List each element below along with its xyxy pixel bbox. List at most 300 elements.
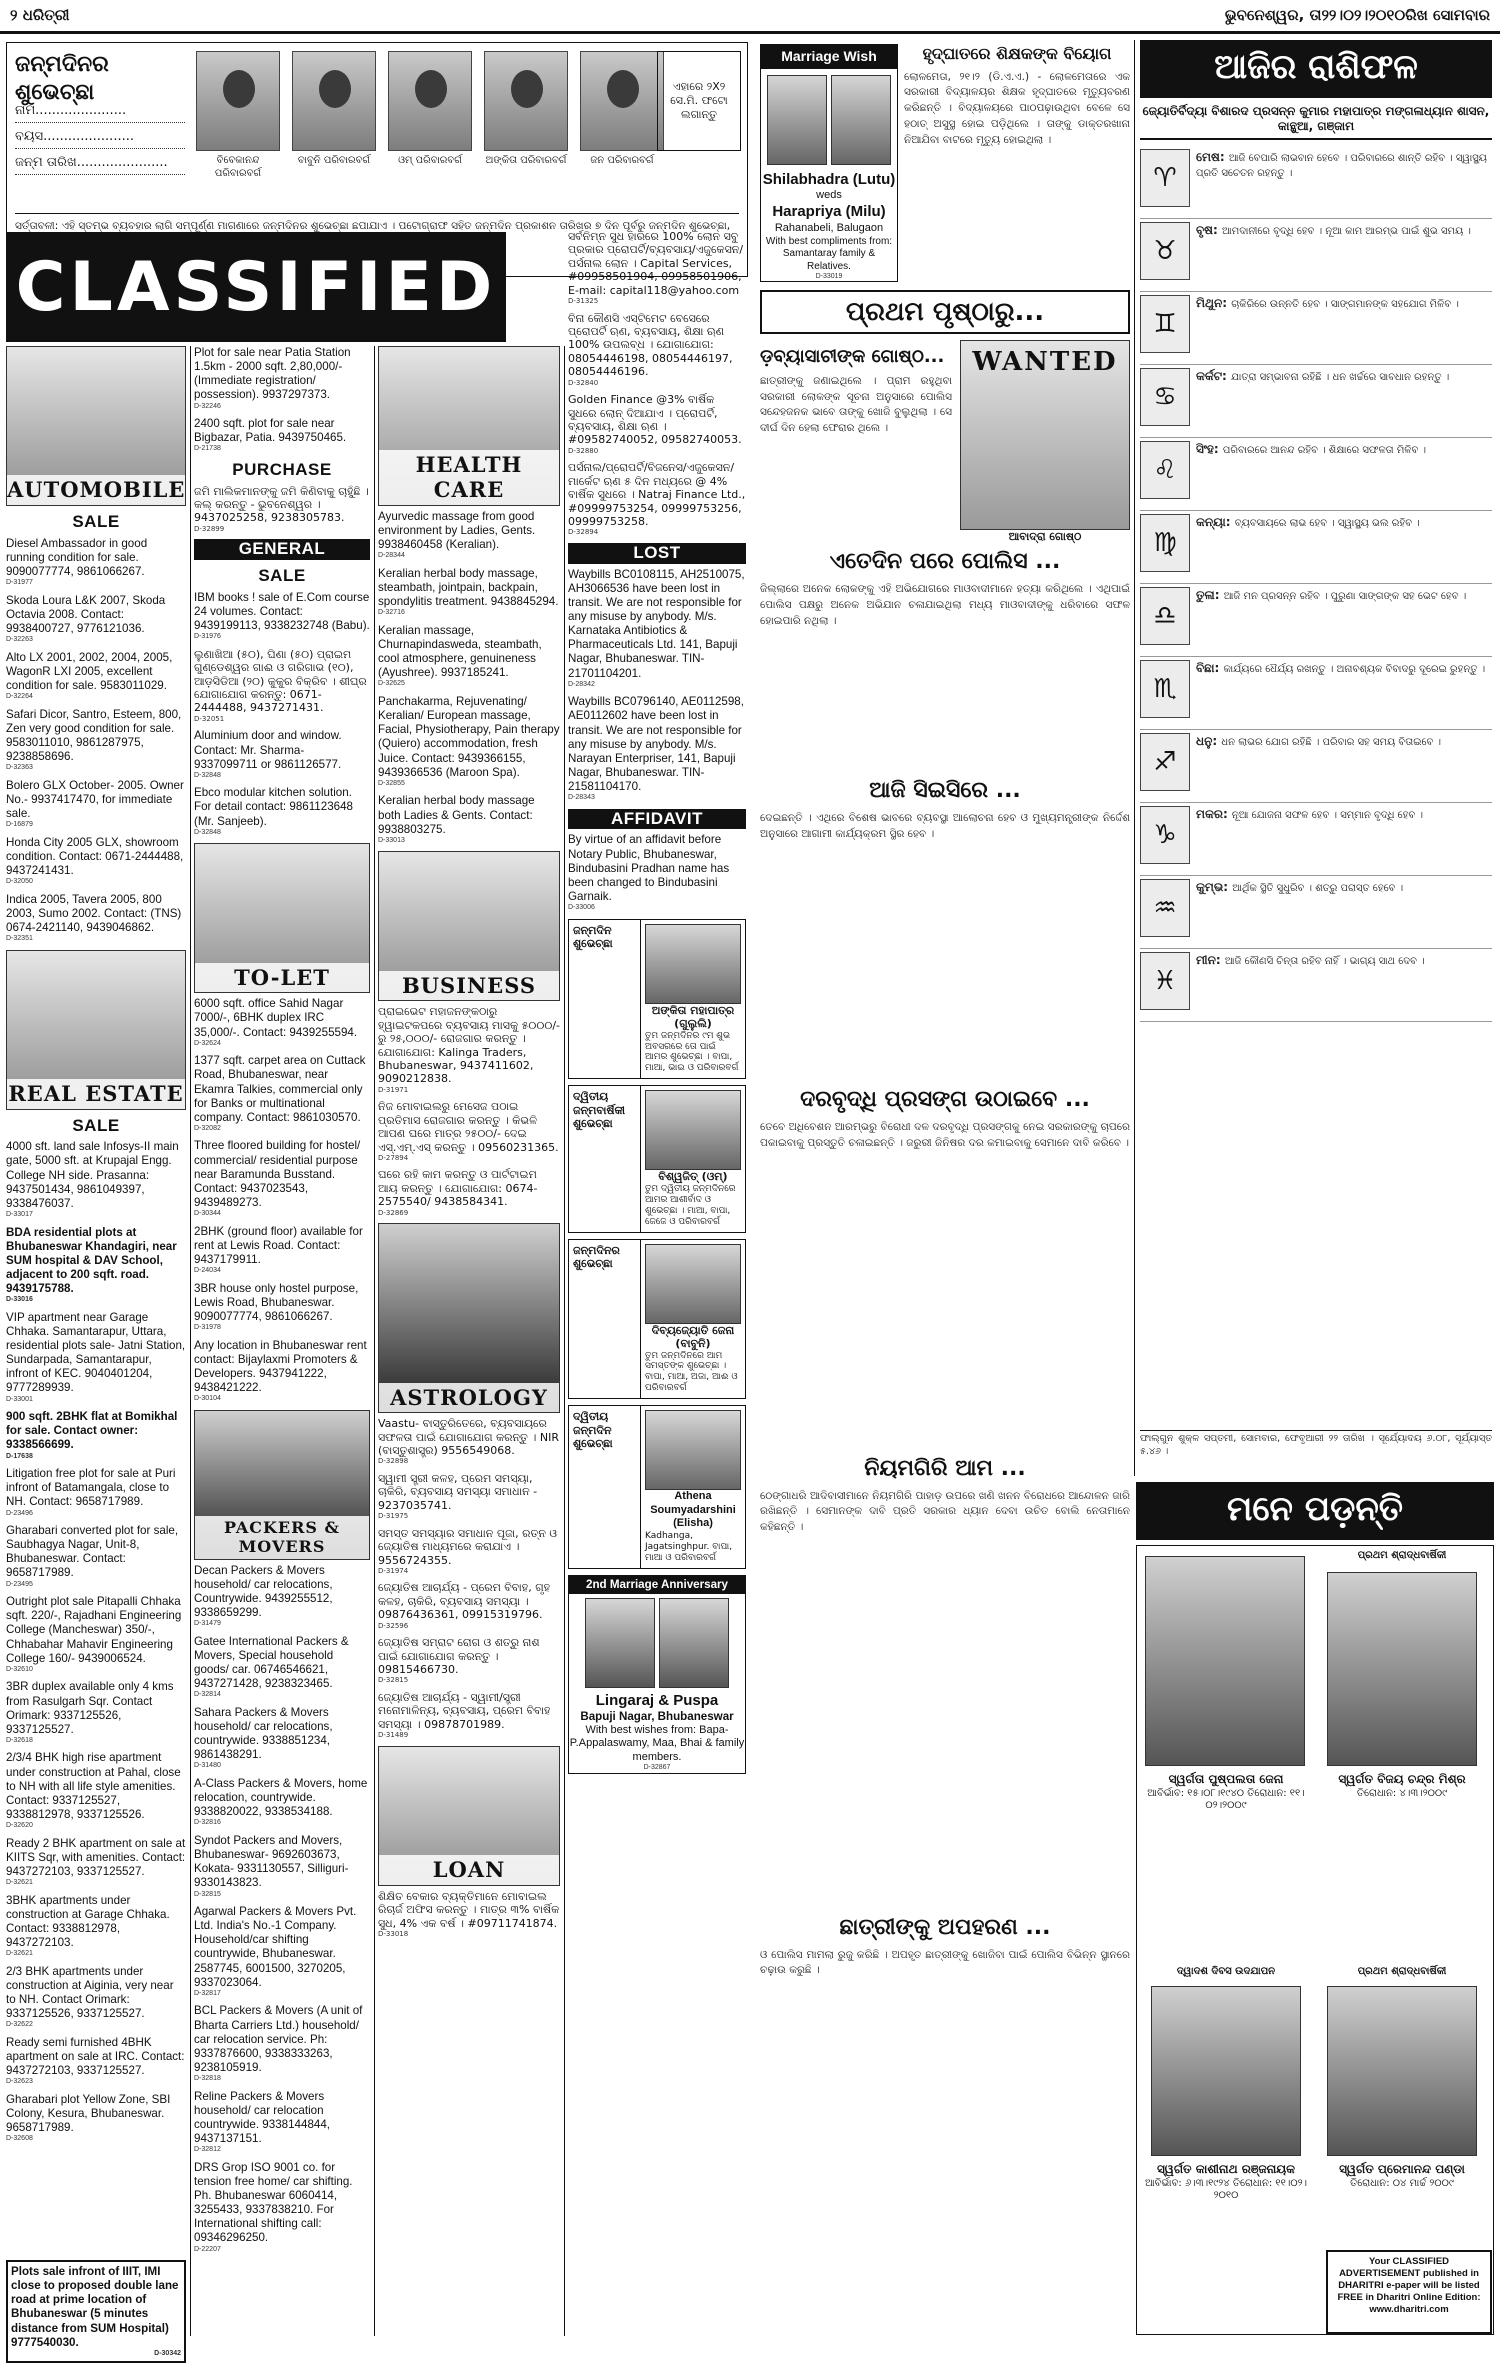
ad-code: D-33019 (815, 273, 843, 280)
classified-ad (194, 417, 370, 454)
classified-ad (378, 1527, 560, 1576)
ad-code: D-32608 (6, 2135, 33, 2143)
classified-ad (6, 893, 186, 944)
memorial-title: ମନେ ପଡ଼ନ୍ତି (1136, 1482, 1494, 1540)
birthdate-field: ଜନ୍ମ ତାରିଖ...................... (15, 149, 185, 175)
news-headline: ଆଜି ସିଇସିରେ ... (869, 778, 1021, 804)
kid-card (193, 51, 283, 180)
ad-text: ଜ୍ୟୋତିଷ ଆଚାର୍ଯ୍ୟ - ସ୍ୱାମୀ/ସ୍ତ୍ରୀ ମନୋମାଳିନ୍ୟ, ବ୍ୟବସାୟ, ପ୍ରେମ ବିବାହ ସମସ୍ୟା । 09878701989. (378, 1690, 551, 1731)
wish-body (641, 1406, 745, 1567)
ad-code: D-32899 (194, 524, 225, 533)
zodiac-icon: ♎ (1140, 587, 1190, 645)
wanted-poster (960, 340, 1130, 543)
ad-text: Decan Packers & Movers household/ car relocations, Countrywide. 9439255512, 9338659299. (194, 1563, 333, 1620)
bride-name: Shilabhadra (Lutu) (762, 170, 896, 188)
zodiac-name: କନ୍ୟା: (1196, 515, 1235, 529)
kid-card (481, 51, 571, 180)
ad-text: 2/3 BHK apartments under construction at Aiginia, very near to NH. Contact Orimark: 9337125526, 9337125527. (6, 1964, 174, 2021)
horoscope-sign (1140, 657, 1492, 730)
ad-code: D-23496 (6, 1509, 33, 1517)
classified-ad (194, 1139, 370, 1218)
classified-ad (6, 1467, 186, 1518)
anniversary-name: Lingaraj & Puspa (595, 1691, 719, 1709)
zodiac-icon: ♏ (1140, 660, 1190, 718)
zodiac-icon: ♌ (1140, 441, 1190, 499)
ad-text: Vaastu- ବାସ୍ତୁରିତେରେ, ବ୍ୟବସାୟରେ ସଫଳତା ପାଇଁ ଯୋଗାଯୋଗ କରନ୍ତୁ । NIR (ବାସ୍ତୁଶାସ୍ତ୍ର) 9556549068. (378, 1417, 559, 1458)
kid-photo (196, 51, 280, 151)
ad-code: D-32610 (6, 1665, 33, 1673)
ad-text: ସ୍ୱାମୀ ସ୍ତ୍ରୀ କଳହ, ପ୍ରେମ ସମସ୍ୟା, ଚାକିରି, ବ୍ୟବସାୟ ସମସ୍ୟା ସମାଧାନ - 9237035741. (378, 1471, 538, 1512)
purchase-ads (194, 485, 370, 534)
classified-ad (6, 1894, 186, 1959)
automobile-label: AUTOMOBILE (7, 475, 185, 505)
marriage-message: With best compliments from: Samantaray family & Relatives. (765, 235, 893, 272)
ad-text: Sahara Packers & Movers household/ car relocations, countrywide. 9338851234, 9861438291. (194, 1705, 333, 1762)
classified-ad (6, 1751, 186, 1830)
horoscope-text: ତୁଳା: ଆଜି ମନ ପ୍ରସନ୍ନ ରହିବ । ପୁରୁଣା ସାଙ୍ଗଙ୍କ ସହ ଭେଟ ହେବ । (1196, 588, 1467, 602)
ad-text: ଜମି ମାଲିକମାନଙ୍କୁ ଜମି କିଣିବାକୁ ଚାହୁଁଛି । କଲ୍ କରନ୍ତୁ - ଭୁବନେଶ୍ୱର । 9437025258, 9238305783. (194, 484, 369, 525)
column-rule (374, 346, 375, 2336)
memorial-photo (1327, 1986, 1477, 2156)
classified-ad (378, 1168, 560, 1217)
ad-code: D-32867 (643, 1764, 671, 1772)
ad-text: Alto LX 2001, 2002, 2004, 2005, WagonR LXI 2005, excellent condition for sale. 9583011029. (6, 650, 173, 692)
ad-code: D-33017 (6, 1210, 33, 1218)
news-body: ଲୋଳମେତା, ୨୧।୨ (ଡି.ଏ.ଏ.) - ଲୋଳମେତାରେ ଏକ ସରକାରୀ ବିଦ୍ୟାଳୟର ଶିକ୍ଷକ ହୃଦ୍‌ଘାତରେ ମୃତ୍ୟୁବରଣ କରିଛନ୍ତି । ବିଦ୍ୟାଳୟରେ ପାଠପଢ଼ାଉଥିବା ବେଳେ ସେ ହଠାତ୍ ଅସୁସ୍ଥ ହୋଇ ପଡ଼ିଥିଲେ । ତାଙ୍କୁ ଡାକ୍ତରଖାନା ନିଆଯିବା ବାଟରେ ମୃତ୍ୟୁ ହୋଇଥିଲା । (904, 70, 1130, 146)
horoscope-text: ମିଥୁନ: ଚାକିରିରେ ଉନ୍ନତି ହେବ । ସାଙ୍ଗମାନଙ୍କ ସହଯୋଗ ମିଳିବ । (1196, 296, 1459, 310)
classified-ad (6, 1965, 186, 2030)
zodiac-icon: ♋ (1140, 368, 1190, 426)
ad-text: Gatee International Packers & Movers, Special household goods/ car. 06746546621, 9437271428, 9238323465. (194, 1634, 349, 1691)
news-headline: ନିୟମଗିରି ଆମ ... (864, 1455, 1026, 1481)
business-ads (378, 1005, 560, 1217)
horoscope-text: ସିଂହ: ପରିବାରରେ ଆନନ୍ଦ ରହିବ । ଶିକ୍ଷାରେ ସଫଳତା ମିଳିବ । (1196, 442, 1427, 456)
wanted-word: WANTED (972, 347, 1118, 377)
almanac-footer: ଫାଲ୍‌ଗୁନ ଶୁକ୍ଳ ସପ୍ତମୀ, ସୋମବାର, ଫେବୃଆରୀ ୨୨ ତାରିଖ । ସୂର୍ଯ୍ୟୋଦୟ ୬.୦୮, ସୂର୍ଯ୍ୟାସ୍ତ ୫.୪୬ । (1140, 1430, 1492, 1459)
ad-code: D-33006 (568, 904, 595, 912)
ad-code: D-32855 (378, 779, 405, 787)
classified-ad (194, 1777, 370, 1828)
ad-text: Golden Finance @3% ବାର୍ଷିକ ସୁଧରେ ଲୋନ୍ ଦିଆଯାଏ । ପ୍ରୋପର୍ଟି, ବ୍ୟବସାୟ, ଶିକ୍ଷା ଋଣ । #09582740052, 09582740053. (568, 393, 742, 447)
ad-text: ଲୁଣାଖିଆ (୫୦), ଘିଣା (୫୦) ପ୍ରାଇମ ଗୁଣ୍ଡେଶ୍ୱର ଗାଈ ଓ ଗରିଗାଭ (୧୦), ଆଡ଼ସିଡିଆ (୨୦) କୁକୁର ବିକ୍ରିବ । ଶୀଘ୍ର ଯୋଗାଯୋଗ କରନ୍ତୁ: 0671-2444488, 9437271431. (194, 647, 367, 715)
ad-text: Plot for sale near Patia Station 1.5km - 2000 sqft. 2,80,000/- (Immediate registration/ possession). 9937297373. (194, 346, 351, 402)
horoscope-text: ଧନୁ: ଧନ ଲାଭର ଯୋଗ ରହିଛି । ପରିବାର ସହ ସମୟ ବିତାଇବେ । (1196, 734, 1442, 748)
ad-code: D-24034 (194, 1267, 221, 1275)
ad-code: D-32620 (6, 1822, 33, 1830)
wish-head: ଜନ୍ମଦିନର ଶୁଭେଚ୍ଛା (569, 1240, 641, 1399)
zodiac-icon: ♓ (1140, 952, 1190, 1010)
ad-text: 6000 sqft. office Sahid Nagar 7000/-, 6BHK duplex IRC 35,000/-. Contact: 9439255594. (194, 997, 358, 1039)
ad-code: D-32623 (6, 2078, 33, 2086)
classified-ad (194, 1339, 370, 1404)
ad-code: D-32840 (568, 378, 599, 387)
classified-ad (194, 1706, 370, 1771)
healthcare-ads (378, 510, 560, 845)
ad-code: D-32716 (378, 609, 405, 617)
wish-photo (645, 1090, 741, 1170)
ad-code: D-32050 (6, 878, 33, 886)
anniversary-photo (659, 1598, 729, 1688)
classified-ad (6, 651, 186, 702)
ad-code: D-22207 (194, 2245, 221, 2253)
birthday-title: ଜନ୍ମଦିନର ଶୁଭେଚ୍ଛା (15, 52, 109, 105)
news-body: ଜିଲ୍ଲାରେ ଅନେକ ଲୋକଙ୍କୁ ଏହି ଅଭିଯୋଗରେ ମାଓବାଦୀମାନେ ହତ୍ୟା କରିଥିଲେ । ଏଥିପାଇଁ ପୋଲିସ ପକ୍ଷରୁ ଅନେକ ଅଭିଯାନ ଚଳାଯାଇଥିଲା ମଧ୍ୟ ମାଓବାଦୀଙ୍କୁ ଧରିବାରେ ସଫଳ ହୋଇପାରି ନଥିଲା । (760, 583, 1130, 627)
ad-code: D-23495 (6, 1580, 33, 1588)
marriage-title: Marriage Wish (761, 45, 897, 69)
tolet-ads (194, 997, 370, 1403)
page-number: ୨ ଧରିତ୍ରୀ (10, 6, 70, 25)
horoscope-text: ମକର: ନୂଆ ଯୋଜନା ସଫଳ ହେବ । ସମ୍ମାନ ବୃଦ୍ଧି ହେବ । (1196, 807, 1424, 821)
sale-header: SALE (258, 566, 306, 586)
ad-code: D-33013 (378, 836, 405, 844)
wish-message: ତୁମ ଜନ୍ମଦିନର ୯ମ ଶୁଭ ଅବସରରେ ତୋ ପାଇଁ ଆମର ଶୁଭେଚ୍ଛା । ବାପା, ମାଆ, ଭାଇ ଓ ପରିବାରବର୍ଗ (645, 1030, 739, 1074)
memorial-name: ସ୍ୱର୍ଗତା ପୁଷ୍ପଲତା ଜେନା (1168, 1772, 1284, 1786)
kid-card (289, 51, 379, 180)
classified-ad (6, 708, 186, 773)
ad-text: VIP apartment near Garage Chhaka. Samantarapur, Uttara, residential plots sale- Jatni Station, Sundarpada, Samantarapur, infront of KEC. 9040401204, 9777289939. (6, 1310, 186, 1395)
ad-text: 2BHK (ground floor) available for rent at Lewis Road. Contact: 9437179911. (194, 1224, 363, 1266)
ad-text: ସର୍ବନିମ୍ନ ସୁଧ ହାରରେ 100% ଲୋନ ସବୁ ପ୍ରକାର ପ୍ରୋପର୍ଟି/ବ୍ୟବସାୟ/ଏଜୁକେସନ/ପର୍ସନାଲ ଲୋନ । Capital Services, #09958501904, 09958501906, E-mail: capital118@yahoo.com (568, 230, 744, 297)
memorial-head: ପ୍ରଥମ ଶ୍ରାଦ୍ଧବାର୍ଷିକୀ (1357, 1550, 1447, 1561)
classified-ad (194, 1282, 370, 1333)
classified-ad (6, 836, 186, 887)
ad-text: Ayurvedic massage from good environment by Ladies, Gents. 9938460458 (Keralian). (378, 510, 536, 552)
anniversary-place: Bapuji Nagar, Bhubaneswar (580, 1709, 734, 1723)
ad-code: D-31479 (194, 1620, 221, 1628)
wanted-caption: ଆବାଦ୍ରା ଗୋଷ୍ଠ (1008, 530, 1082, 543)
ad-text: ଶିକ୍ଷିତ ବେକାର ବ୍ୟକ୍ତିମାନେ ମୋବାଇଲ ରିଚାର୍ଜ ଅଫିସ କରନ୍ତୁ । ମାତ୍ର ୩% ବାର୍ଷିକ ସୁଧ, 4% ଏକ ବର୍ଷ । #09711741874. (378, 1889, 560, 1930)
wish-message: Kadhanga, Jagatsinghpur. ବାପା, ମାଆ ଓ ପରିବାରବର୍ଗ (645, 1530, 733, 1563)
classified-ad (6, 1311, 186, 1404)
zodiac-icon: ♉ (1140, 222, 1190, 280)
ad-text: 3BR duplex available only 4 kms from Rasulgarh Sqr. Contact Orimark: 9337125526, 9337125527. (6, 1680, 174, 1736)
horoscope-text: ବୃଷ: ଆମଦାନୀରେ ବୃଦ୍ଧି ହେବ । ନୂଆ କାମ ଆରମ୍ଭ ପାଇଁ ଶୁଭ ସମୟ । (1196, 223, 1471, 237)
ad-code: D-27894 (378, 1153, 409, 1162)
sale-header: SALE (72, 1115, 120, 1135)
wish-head: ଦ୍ୱିତୀୟ ଜନ୍ମବାର୍ଷିକୀ ଶୁଭେଚ୍ଛା (569, 1086, 641, 1231)
general-header: GENERAL (194, 539, 370, 560)
zodiac-name: ମକର: (1196, 807, 1232, 821)
wish-photo (645, 1244, 741, 1324)
name-field: ନାମ...................... (15, 97, 185, 123)
wish-card (568, 919, 746, 1080)
news-headline: ଦରବୃଦ୍ଧି ପ୍ରସଙ୍ଗ ଉଠାଇବେ ... (800, 1087, 1090, 1113)
horoscope-text: କୁମ୍ଭ: ଆର୍ଥିକ ସ୍ଥିତି ସୁଧୁରିବ । ଶତ୍ରୁ ପରାସ୍ତ ହେବେ । (1196, 880, 1404, 894)
ad-text: IBM books ! sale of E.Com course 24 volumes. Contact: 9439199113, 9338232748 (Babu). (194, 590, 370, 633)
classified-ad (568, 695, 746, 803)
horoscope-sign (1140, 949, 1492, 1022)
loan-label: LOAN (379, 1855, 559, 1885)
anniversary-card (568, 1575, 746, 1774)
ad-text: Safari Dicor, Santro, Esteem, 800, Zen very good condition for sale. 9583011010, 9861287975, 9238858696. (6, 707, 182, 764)
wish-body (641, 920, 745, 1079)
zodiac-icon: ♍ (1140, 514, 1190, 572)
ad-text: Keralian herbal body massage, steambath, jointpain, backpain, spondylitis treatment. 9438845294. (378, 566, 559, 609)
horoscope-sign (1140, 803, 1492, 876)
memorial-caption (1141, 2162, 1311, 2203)
classified-ad (6, 779, 186, 830)
ad-text: Panchakarma, Rejuvenating/ Keralian/ European massage, Facial, Physiotherapy, Pain therapy (Quiero) accommodation, fresh Juice. Contact: 9439366155, 9439366536 (Maroon Spa). (378, 695, 560, 779)
ad-code: D-31977 (6, 579, 33, 587)
kid-caption: ଓମ୍ ପରିବାରବର୍ଗ (398, 155, 462, 166)
classified-ad (6, 594, 186, 645)
classified-banner (6, 232, 506, 342)
ad-code: D-32848 (194, 771, 221, 779)
classified-ad (194, 485, 370, 534)
kid-caption: ଅଙ୍କିତା ପରିବାରବର୍ଗ (485, 155, 567, 166)
ad-code: D-32264 (6, 693, 33, 701)
horoscope-sign (1140, 146, 1492, 219)
zodiac-name: ସିଂହ: (1196, 442, 1223, 456)
classified-ad (378, 1472, 560, 1521)
ad-code: D-32596 (378, 1621, 409, 1630)
packers-image (194, 1410, 370, 1560)
horoscope-sign (1140, 511, 1492, 584)
memorial-caption (1141, 1772, 1311, 1813)
zodiac-name: ବିଛା: (1196, 661, 1224, 675)
ad-text: Bolero GLX October- 2005. Owner No.- 9937417470, for immediate sale. (6, 778, 184, 820)
memorial-name: ସ୍ୱର୍ଗତ ପ୍ରେମାନନ୍ଦ ପଣ୍ଡା (1339, 2162, 1465, 2176)
kid-card (577, 51, 667, 180)
ad-code: D-28342 (568, 680, 595, 688)
ad-code: D-32815 (194, 1890, 221, 1898)
ad-code: D-30104 (194, 1395, 221, 1403)
zodiac-icon: ♊ (1140, 295, 1190, 353)
horoscope-text: ମୀନ: ଆଜି କୌଣସି ଚିନ୍ତା ରହିବ ନାହିଁ । ଭାଗ୍ୟ ସାଥ ଦେବ । (1196, 953, 1425, 967)
classified-ad (378, 695, 560, 788)
classified-ad (194, 648, 370, 724)
ad-text: ପର୍ସନାଲ/ପ୍ରୋପର୍ଟି/ବିଜନେସ/ଏଜୁକେସନ/ମାର୍କେଟ ଋଣ ୫ ଦିନ ମଧ୍ୟରେ @ 4% ବାର୍ଷିକ ସୁଧରେ । Natraj Finance Ltd., #09999753254, 09999753256, 09999753258. (568, 461, 746, 528)
business-image (378, 851, 560, 1001)
classified-ad (378, 1100, 560, 1162)
memorial-head: ଦ୍ୱାଦଶ ଦିବସ ଉଦଯାପନ (1176, 1966, 1276, 1977)
loan-ads (378, 1890, 560, 1939)
anniversary-message: With best wishes from: Bapa- P.Appalaswamy, Maa, Bhai & family members. (569, 1724, 745, 1763)
memorial-name: ସ୍ୱର୍ଗତ କାଶୀନାଥ ରଞ୍ଜନାୟକ (1156, 2162, 1296, 2176)
zodiac-name: ମେଷ: (1196, 150, 1229, 164)
ad-code: D-33018 (378, 1929, 409, 1938)
ad-text: BCL Packers & Movers (A unit of Bharta Carriers Ltd.) household/ car relocation service. Ph: 9337876600, 9338333263, 9238105919. (194, 2004, 363, 2074)
memorial-dates: ତିରୋଧାନ: ୪।୩।୨୦୦୯ (1356, 1787, 1448, 1799)
ad-code: D-32898 (378, 1457, 409, 1466)
zodiac-icon: ♑ (1140, 806, 1190, 864)
ad-code: D-17638 (6, 1452, 33, 1460)
sale-header: SALE (72, 512, 120, 531)
ad-code: D-31978 (194, 1324, 221, 1332)
ad-text: 3BHK apartments under construction at Garage Chhaka. Contact: 9338812978, 9437272103. (6, 1893, 170, 1950)
birthday-kids (193, 51, 667, 180)
classified-ad (378, 1636, 560, 1685)
wish-head: ଦ୍ୱିତୀୟ ଜନ୍ମଦିନ ଶୁଭେଚ୍ଛା (569, 1406, 641, 1567)
ad-code: D-16879 (6, 821, 33, 829)
column-rule (190, 346, 191, 2336)
classified-ad (194, 997, 370, 1048)
ad-text: 3BR house only hostel purpose, Lewis Road, Bhubaneswar. 9090077774, 9861066267. (194, 1281, 359, 1323)
memorial-dates: ଆବିର୍ଭାବ: ୧୫।୦୮।୧୯୪୦ ତିରୋଧାନ: ୧୧।୦୨।୨୦୦୯ (1147, 1787, 1305, 1811)
classified-ad (194, 729, 370, 780)
ad-text: Honda City 2005 GLX, showroom condition. Contact: 0671-2444488, 9437241431. (6, 835, 184, 877)
ad-text: 4000 sft. land sale Infosys-II main gate, 5000 sft. at Krupajal Engg. College NH side. Prasanna: 9437501434, 9861049397, 9338476037. (6, 1140, 179, 1210)
news-top-item (904, 44, 1130, 148)
kid-caption: ବାବୁନି ପରିବାରବର୍ଗ (297, 155, 371, 166)
classified-ad (194, 2161, 370, 2254)
column-general-tolet (194, 346, 370, 2336)
classified-ad (568, 230, 746, 306)
astrology-label: ASTROLOGY (379, 1383, 559, 1413)
ad-code: D-32051 (194, 714, 225, 723)
weds-text: weds (816, 189, 842, 202)
horoscope-list (1140, 146, 1492, 1022)
ad-text: Gharabari converted plot for sale, Saubhagya Nagar, Unit-8, Bhubaneswar. Contact: 9658717989. (6, 1524, 179, 1580)
news-column (760, 340, 1130, 2336)
classified-ad (6, 537, 186, 588)
classified-ad (6, 1837, 186, 1888)
classified-ad (6, 1140, 186, 1219)
ad-text: ସମସ୍ତ ସମସ୍ୟାର ସମାଧାନ ପୂଜା, ରତ୍ନ ଓ ଜ୍ୟୋତିଷ ମାଧ୍ୟମରେ କରାଯାଏ । 9556724355. (378, 1526, 558, 1567)
memorial-photo (1145, 1556, 1305, 1766)
ad-text: Indica 2005, Tavera 2005, 800 2003, Sumo 2002. Contact: (TNS) 0674-2421140, 9439046862. (6, 892, 182, 934)
automobile-ads (6, 537, 186, 944)
horoscope-sign (1140, 219, 1492, 292)
dateline: ଭୁବନେଶ୍ୱର, ତା୨୨।୦୨।୨୦୧୦ରିଖ ସୋମବାର (1224, 6, 1490, 25)
classified-ad (6, 1524, 186, 1589)
ad-text: Gharabari plot Yellow Zone, SBI Colony, Kesura, Bhubaneswar. 9658717989. (6, 2092, 171, 2135)
memorial-head: ପ୍ରଥମ ଶ୍ରାଦ୍ଧବାର୍ଷିକୀ (1357, 1966, 1447, 1977)
astrology-image (378, 1223, 560, 1413)
ad-code: D-30344 (194, 1210, 221, 1218)
ad-text: DRS Grop ISO 9001 co. for tension free home/ car shifting. Ph. Bhubaneswar 6060414, 3255433, 9337838210. For International shifting call: 09346296250. (194, 2160, 353, 2245)
zodiac-name: ତୁଳା: (1196, 588, 1224, 602)
ad-code: D-32624 (194, 1039, 221, 1047)
ad-code: D-31971 (378, 1085, 409, 1094)
classified-ad (6, 1595, 186, 1674)
horoscope-text: ମେଷ: ଆଜି ବେପାରି ଲାଭବାନ ହେବେ । ପରିବାରରେ ଶାନ୍ତି ରହିବ । ସ୍ୱାସ୍ଥ୍ୟ ପ୍ରତି ସଚେତନ ରହନ୍ତୁ । (1196, 150, 1487, 179)
classified-ad (194, 346, 370, 411)
classified-ad (194, 786, 370, 837)
wish-card (568, 1085, 746, 1232)
ad-code: D-31976 (194, 633, 221, 641)
kid-caption: ଜନ ପରିବାରବର୍ଗ (590, 155, 654, 166)
ad-code: D-33001 (6, 1395, 33, 1403)
ad-text: 1377 sqft. carpet area on Cuttack Road, Bhubaneswar, near Ekamra Talkies, commercial only for Banks or multinational company. Contact: 9861030570. (194, 1054, 366, 1124)
kid-caption: ବିବେକାନନ୍ଦ ପରିବାରବର୍ଗ (214, 155, 262, 179)
birthday-form-fields (15, 97, 185, 175)
purchase-header: PURCHASE (232, 459, 332, 479)
classified-ad (568, 312, 746, 388)
epaper-promo-box: Your CLASSIFIED ADVERTISEMENT published in DHARITRI e-paper will be listed FREE in Dharitri Online Edition: www.dharitri.com (1326, 2250, 1492, 2334)
ad-code: D-31974 (378, 1566, 409, 1575)
classified-ad (194, 1054, 370, 1133)
wish-body (641, 1240, 745, 1399)
wish-name: Athena Soumyadarshini (Elisha) (650, 1490, 736, 1530)
classified-ad (6, 1680, 186, 1745)
horoscope-text: କନ୍ୟା: ବ୍ୟବସାୟରେ ଲାଭ ହେବ । ସ୍ୱାସ୍ଥ୍ୟ ଭଲ ରହିବ । (1196, 515, 1420, 529)
ad-text: 2400 sqft. plot for sale near Bigbazar, Patia. 9439750465. (194, 417, 347, 445)
marriage-wish (760, 44, 898, 282)
zodiac-name: ମୀନ: (1196, 953, 1225, 967)
automobile-image (6, 346, 186, 506)
ad-text: ଜ୍ୟୋତିଷ ସମ୍ରାଟ ରୋଗ ଓ ଶତ୍ରୁ ନାଶ ପାଇଁ ଯୋଗାଯୋଗ କରନ୍ତୁ । 09815466730. (378, 1636, 540, 1677)
ad-code: D-28344 (378, 552, 405, 560)
classified-ad (6, 2093, 186, 2144)
ad-code: D-32351 (6, 935, 33, 943)
wish-head: ଜନ୍ମଦିନ ଶୁଭେଚ୍ଛା (569, 920, 641, 1079)
realestate-image (6, 950, 186, 1110)
classified-ad (194, 2090, 370, 2155)
zodiac-icon: ♒ (1140, 879, 1190, 937)
classified-ad (378, 1417, 560, 1466)
ad-text: ନିଜ ମୋବାଇଲରୁ ମେସେଜ ପଠାଇ ପ୍ରତିମାସ ରୋଜଗାର କରନ୍ତୁ । କିଭଳି ଆପଣ ଘରେ ମାତ୍ର ୨୫୦୦/- ଦେଇ ଏସ୍.ଏମ୍.ଏସ୍ କରନ୍ତୁ । 09560231365. (378, 1100, 559, 1154)
ad-text: Keralian herbal body massage both Ladies & Gents. Contact: 9938803275. (378, 794, 535, 836)
front-page-label: ପ୍ରଥମ ପୃଷ୍ଠାରୁ... (845, 297, 1045, 327)
realestate-ads (6, 1140, 186, 2143)
memorial-photo (1327, 1572, 1477, 1766)
ad-text: Diesel Ambassador in good running condition for sale. 9090077774, 9861066267. (6, 536, 148, 579)
ad-code: D-32263 (6, 636, 33, 644)
horoscope-text: କର୍କଟ: ଯାତ୍ରା ସମ୍ଭାବନା ରହିଛି । ଧନ ଖର୍ଚ୍ଚରେ ସାବଧାନ ରହନ୍ତୁ । (1196, 369, 1450, 383)
classified-ad (194, 591, 370, 642)
ad-code: D-32622 (6, 2021, 33, 2029)
ad-code: D-32246 (194, 402, 221, 410)
tolet-image (194, 843, 370, 993)
memorial-dates: ତିରୋଧାନ: ୦୪ ମାର୍ଚ୍ଚ ୨୦୦୯ (1350, 2177, 1454, 2189)
groom-photo (831, 75, 891, 165)
news-body: ତେବେ ଅଧିବେଶନ ଆରମ୍ଭରୁ ବିରୋଧୀ ଦଳ ଦରବୃଦ୍ଧି ପ୍ରସଙ୍ଗକୁ ନେଇ ସରକାରଙ୍କୁ ଚାପରେ ପକାଇବାକୁ ପ୍ରସ୍ତୁତି ଚଳାଇଛନ୍ତି । ଜରୁରୀ ଜିନିଷର ଦର କମାଇବାକୁ ସେମାନେ ଦାବି କରିବେ । (760, 1120, 1130, 1149)
kid-photo (580, 51, 664, 151)
ad-code: D-32814 (194, 1691, 221, 1699)
anniversary-head: 2nd Marriage Anniversary (569, 1576, 745, 1594)
ad-code: D-32848 (194, 828, 221, 836)
story-text (760, 340, 952, 543)
column-automobile-realestate (6, 346, 186, 2336)
wish-card (568, 1239, 746, 1400)
ad-code: D-32618 (6, 1736, 33, 1744)
ad-code: D-31489 (378, 1731, 409, 1740)
memorial-name: ସ୍ୱର୍ଗତ ବିଜୟ ଚନ୍ଦ୍ର ମିଶ୍ର (1338, 1772, 1466, 1786)
horoscope-sign (1140, 365, 1492, 438)
ad-text: Syndot Packers and Movers, Bhubaneswar- 9692603673, Kokata- 9331130557, Silliguri- 9330143823. (194, 1833, 349, 1890)
memorial-dates: ଆବିର୍ଭାବ: ୬।୩।୧୯୨୪ ତିରୋଧାନ: ୧୧।୦୨।୨୦୧୦ (1144, 2177, 1308, 2201)
ad-code: D-32818 (194, 2075, 221, 2083)
front-page-continued-banner (760, 290, 1130, 334)
kid-photo (292, 51, 376, 151)
classified-title: CLASSIFIED (15, 247, 497, 327)
general-ads (194, 591, 370, 837)
featured-plot-text: Plots sale infront of IIIT, IMI close to proposed double lane road at prime location of Bhubaneswar (5 minutes distance from SUM Hospital) 9777540030. (11, 2265, 179, 2349)
birthday-terms: ସର୍ତ୍ତାବଳୀ: ଏହି ସ୍ତମ୍ଭ ବ୍ୟବହାର ଲାଗି ସମ୍ପୂର୍ଣ୍ଣ ମାଗଣାରେ ଜନ୍ମଦିନର ଶୁଭେଚ୍ଛା ଛପାଯାଏ । ପଟୋଗ୍ରାଫ ସହିତ ଜନ୍ମଦିନ ପ୍ରକାଶନ ତାରିଖର ୭ ଦିନ ପୂର୍ବରୁ ଜନ୍ମଦିନ ଶୁଭେଚ୍ଛା, (15, 213, 739, 246)
ad-text: Keralian massage, Churnapindasweda, steambath, cool atmosphere, genuineness (Ayushree). 9937185241. (378, 623, 542, 680)
column-rule (1134, 40, 1135, 1476)
classified-ad (194, 1635, 370, 1700)
marriage-place: Rahanabeli, Balugaon (774, 221, 884, 234)
horoscope-sign (1140, 730, 1492, 803)
memorial-caption (1317, 2162, 1487, 2190)
ad-code: D-32817 (194, 1989, 221, 1997)
ad-text: Waybills BC0796140, AE0112598, AE0112602 have been lost in transit. We are not responsible for any misuse by anybody. M/s. Narayan Enterpriser, 141, Bapuji Nagar, Bhubaneswar. TIN-21581104170. (568, 695, 744, 794)
wish-body (641, 1086, 745, 1231)
horoscope-sign (1140, 438, 1492, 511)
column-rule (564, 346, 565, 2336)
wish-name: ବିଶ୍ୱଜିତ୍ (ଓମ୍) (658, 1170, 728, 1184)
ad-code: D-30342 (154, 2349, 181, 2357)
zodiac-icon: ♈ (1140, 149, 1190, 207)
marriage-photos (761, 75, 897, 165)
ad-code: D-32815 (378, 1676, 409, 1685)
classified-ad (194, 2004, 370, 2083)
ad-code: D-32812 (194, 2146, 221, 2154)
news-headline: ଏତେଦିନ ପରେ ପୋଲିସ ... (829, 549, 1061, 575)
packers-ads (194, 1564, 370, 2254)
